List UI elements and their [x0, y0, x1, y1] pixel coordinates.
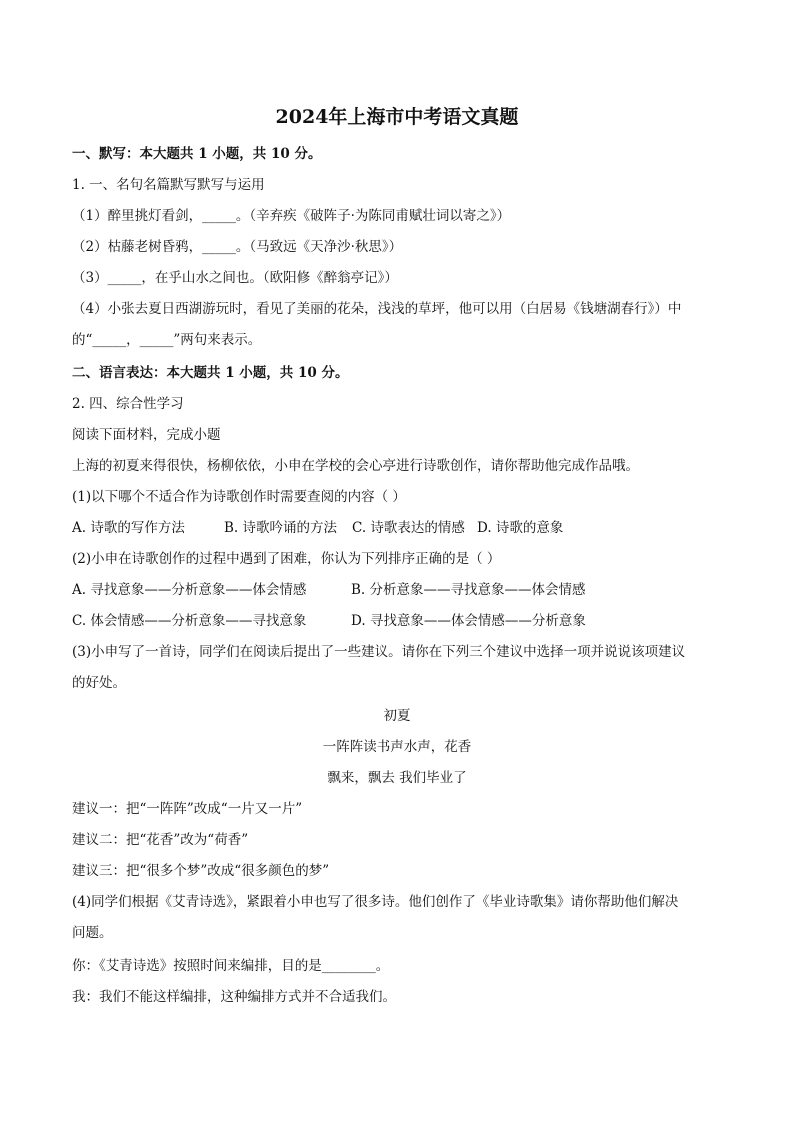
- subquestion-3: (3)小申写了一首诗，同学们在阅读后提出了一些建议。请你在下列三个建议中选择一项并说说该项建议: [72, 644, 686, 660]
- subquestion-2: (2)小申在诗歌创作的过程中遇到了困难，你认为下列排序正确的是（ ）: [72, 551, 501, 567]
- suggestion-1: 建议一：把“一阵阵”改成“一片又一片”: [72, 801, 303, 817]
- option-c: C. 诗歌表达的情感: [352, 520, 465, 536]
- reading-instruction: 阅读下面材料，完成小题: [72, 427, 221, 443]
- material-intro: 上海的初夏来得很快，杨柳依依，小申在学校的会心亭进行诗歌创作，请你帮助他完成作品哦。: [72, 458, 639, 474]
- option-d: D. 诗歌的意象: [477, 520, 564, 536]
- subquestion-4: (4)同学们根据《艾青诗选》，紧跟着小申也写了很多诗。他们创作了《毕业诗歌集》请你帮助他们解决: [72, 894, 679, 910]
- option-b: B. 分析意象——寻找意象——体会情感: [351, 582, 586, 598]
- recitation-item-3: （3）_____，在乎山水之间也。（欧阳修《醉翁亭记》）: [72, 270, 398, 286]
- recitation-item-1: （1）醉里挑灯看剑，_____。（辛弃疾《破阵子·为陈同甫赋壮词以寄之》）: [72, 208, 511, 224]
- dialog-you: 你：《艾青诗选》按照时间来编排，目的是________。: [72, 958, 390, 974]
- option-c: C. 体会情感——分析意象——寻找意象: [72, 613, 307, 629]
- suggestion-2: 建议二：把“花香”改为“荷香”: [72, 832, 249, 848]
- subquestion-3-cont: 的好处。: [72, 675, 126, 691]
- question1-title: 1. 一、名句名篇默写默写与运用: [72, 177, 265, 193]
- poem-line-1: 一阵阵读书声水声，花香: [322, 739, 472, 755]
- option-a: A. 诗歌的写作方法: [72, 520, 185, 536]
- poem-title: 初夏: [383, 708, 411, 724]
- section2-heading: 二、语言表达：本大题共 1 小题，共 10 分。: [72, 365, 349, 381]
- poem-line-2: 飘来，飘去 我们毕业了: [327, 770, 467, 786]
- section1-heading: 一、默写：本大题共 1 小题，共 10 分。: [72, 146, 322, 162]
- recitation-item-4: （4）小张去夏日西湖游玩时，看见了美丽的花朵，浅浅的草坪，他可以用（白居易《钱塘湖春行》）中: [72, 301, 682, 317]
- subquestion-1: (1)以下哪个不适合作为诗歌创作时需要查阅的内容（ ）: [72, 489, 406, 505]
- option-b: B. 诗歌吟诵的方法: [224, 520, 338, 536]
- option-d: D. 寻找意象——体会情感——分析意象: [351, 613, 586, 629]
- recitation-item-4-cont: 的“_____，_____”两句来表示。: [72, 332, 262, 348]
- question2-title: 2. 四、综合性学习: [72, 396, 184, 412]
- suggestion-3: 建议三：把“很多个梦”改成“很多颜色的梦”: [72, 863, 330, 879]
- recitation-item-2: （2）枯藤老树昏鸦，_____。（马致远《天净沙·秋思》）: [72, 239, 403, 255]
- dialog-me: 我：我们不能这样编排，这种编排方式并不合适我们。: [72, 989, 396, 1005]
- subquestion-4-cont: 问题。: [72, 925, 113, 941]
- option-a: A. 寻找意象——分析意象——体会情感: [72, 582, 307, 598]
- page-title: 2024年上海市中考语文真题: [275, 106, 519, 128]
